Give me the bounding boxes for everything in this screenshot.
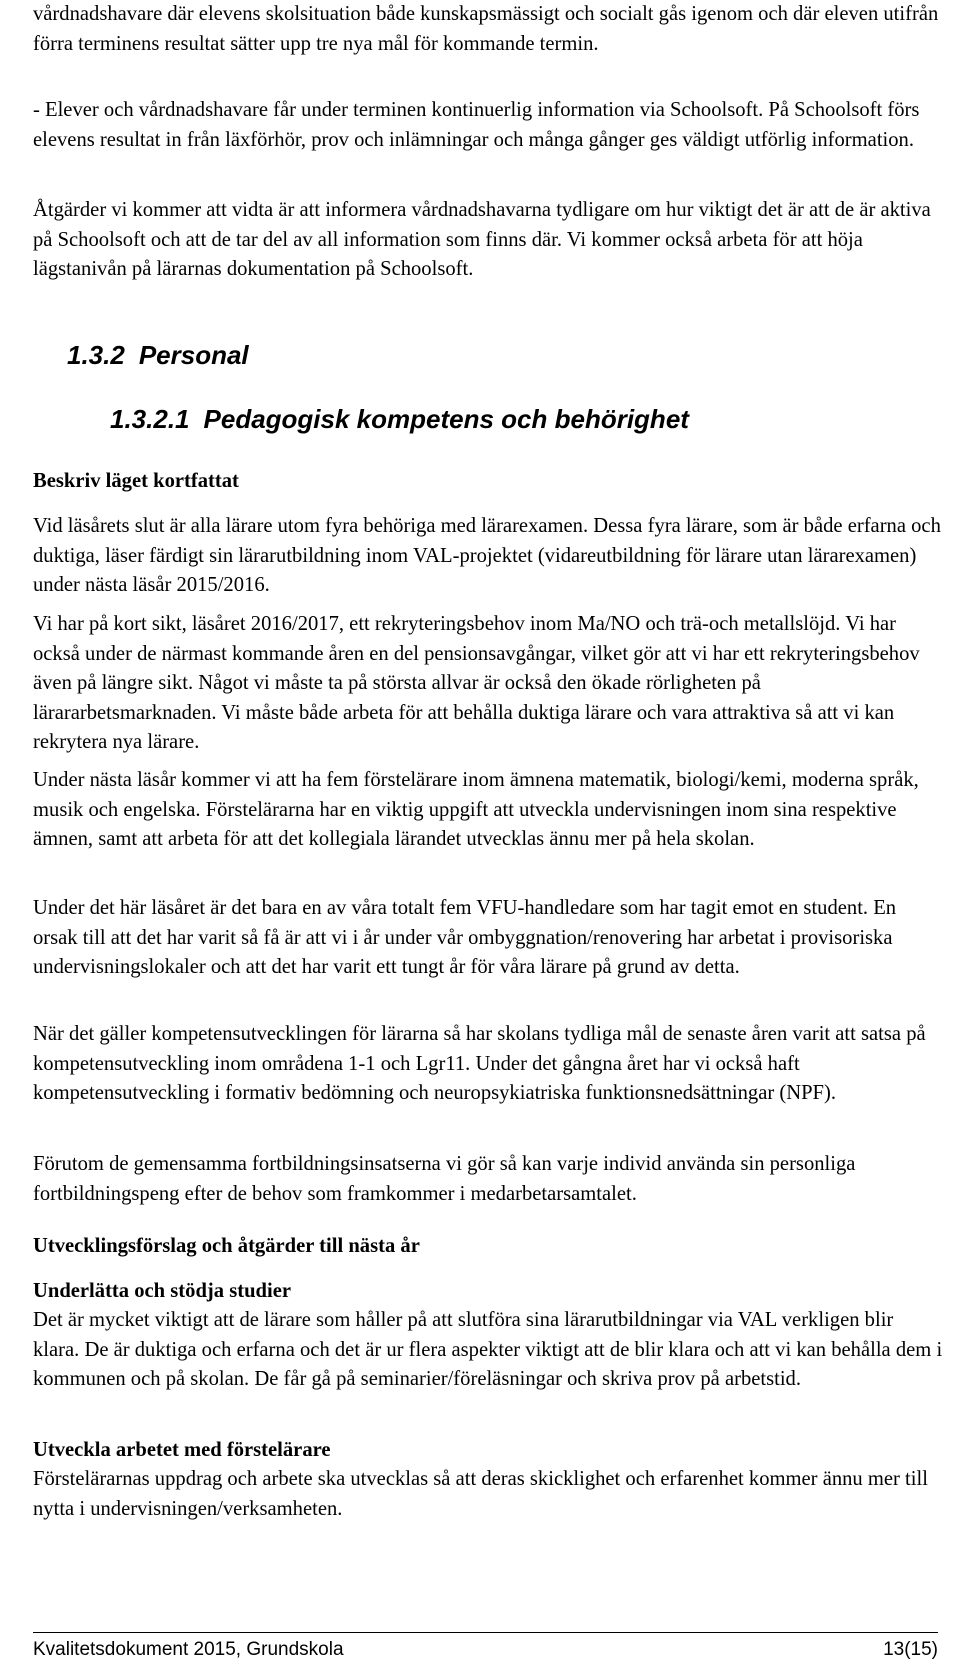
label-beskriv: Beskriv läget kortfattat [33, 470, 239, 492]
label-utvecklingsforslag: Utvecklingsförslag och åtgärder till nästa år [33, 1235, 420, 1257]
label-underlatta: Underlätta och stödja studier [33, 1280, 291, 1302]
paragraph-intro: vårdnadshavare där elevens skolsituation både kunskapsmässigt och socialt gås igenom och där eleven utifrån förra terminens resultat sätter upp tre nya mål för kommande termin. [33, 3, 939, 55]
paragraph-atgarder: Åtgärder vi kommer att vidta är att informera vårdnadshavarna tydligare om hur viktigt det är att de är aktiva på Schoolsoft och att de tar del av all information som finns där. Vi kommer också arbeta för att höja lägstanivån på lärarnas dokumentation på Schoolsoft. [33, 199, 931, 281]
paragraph-kort-sikt: Vi har på kort sikt, läsåret 2016/2017, ett rekryteringsbehov inom Ma/NO och trä-och metallslöjd. Vi har också under de närmast kommande åren en del pensionsavgångar, vilket gör att vi har ett rekryteringsbehov även på längre sikt. Något vi måste ta på största allvar är också den ökade rörligheten på lärararbetsmarknaden. Vi måste både arbeta för att behålla duktiga lärare och vara attraktiva så att vi kan rekrytera nya lärare. [33, 613, 920, 754]
footer-divider [33, 1632, 938, 1633]
paragraph-utveckla: Förstelärarnas uppdrag och arbete ska utvecklas så att deras skicklighet och erfarenhet kommer ännu mer till nytta i undervisningen/verksamheten. [33, 1468, 928, 1520]
section-heading-personal [67, 340, 249, 370]
section-number: 1.3.2 [67, 340, 125, 370]
subsection-title: Pedagogisk kompetens och behörighet [203, 404, 689, 434]
page-footer [33, 1638, 938, 1662]
paragraph-vfu: Under det här läsåret är det bara en av våra totalt fem VFU-handledare som har tagit emot en student. En orsak till att det har varit så få är att vi i år under vår ombyggnation/renovering har arbetat i provisoriska undervisningslokaler och att det har varit ett tungt år för våra lärare på grund av detta. [33, 897, 897, 979]
section-title: Personal [138, 340, 249, 370]
paragraph-lasaret: Vid läsårets slut är alla lärare utom fyra behöriga med lärarexamen. Dessa fyra lärare, som är både erfarna och duktiga, läser färdigt sin lärarutbildning inom VAL-projektet (vidareutbildning för lärare utan lärarexamen) under nästa läsår 2015/2016. [33, 515, 941, 597]
paragraph-forutom: Förutom de gemensamma fortbildningsinsatserna vi gör så kan varje individ använda sin personliga fortbildningspeng efter de behov som framkommer i medarbetarsamtalet. [33, 1153, 856, 1205]
footer-document-title: Kvalitetsdokument 2015, Grundskola [33, 1639, 344, 1660]
subsection-number: 1.3.2.1 [110, 404, 190, 434]
paragraph-forstelarare: Under nästa läsår kommer vi att ha fem förstelärare inom ämnena matematik, biologi/kemi, moderna språk, musik och engelska. Förstelärarna har en viktig uppgift att utveckla undervisningen inom sina respektive ämnen, samt att arbeta för att det kollegiala lärandet utvecklas ännu mer på hela skolan. [33, 769, 919, 851]
label-utveckla: Utveckla arbetet med förstelärare [33, 1439, 331, 1461]
paragraph-kompetensutveckling: När det gäller kompetensutvecklingen för lärarna så har skolans tydliga mål de senaste åren varit att satsa på kompetensutveckling inom områdena 1-1 och Lgr11. Under det gångna året har vi också haft kompetensutveckling i formativ bedömning och neuropsykiatriska funktionsnedsättningar (NPF). [33, 1023, 926, 1105]
paragraph-underlatta: Det är mycket viktigt att de lärare som håller på att slutföra sina lärarutbildningar via VAL verkligen blir klara. De är duktiga och erfarna och det är ur flera aspekter viktigt att de blir klara och att vi kan behålla dem i kommunen och på skolan. De får gå på seminarier/föreläsningar och skriva prov på arbetstid. [33, 1309, 943, 1391]
paragraph-schoolsoft: - Elever och vårdnadshavare får under terminen kontinuerlig information via Schoolsoft. På Schoolsoft förs elevens resultat in från läxförhör, prov och inlämningar och många gånger ges väldigt utförlig information. [33, 99, 920, 151]
footer-page-number: 13(15) [883, 1639, 938, 1660]
subsection-heading-kompetens [110, 404, 689, 434]
